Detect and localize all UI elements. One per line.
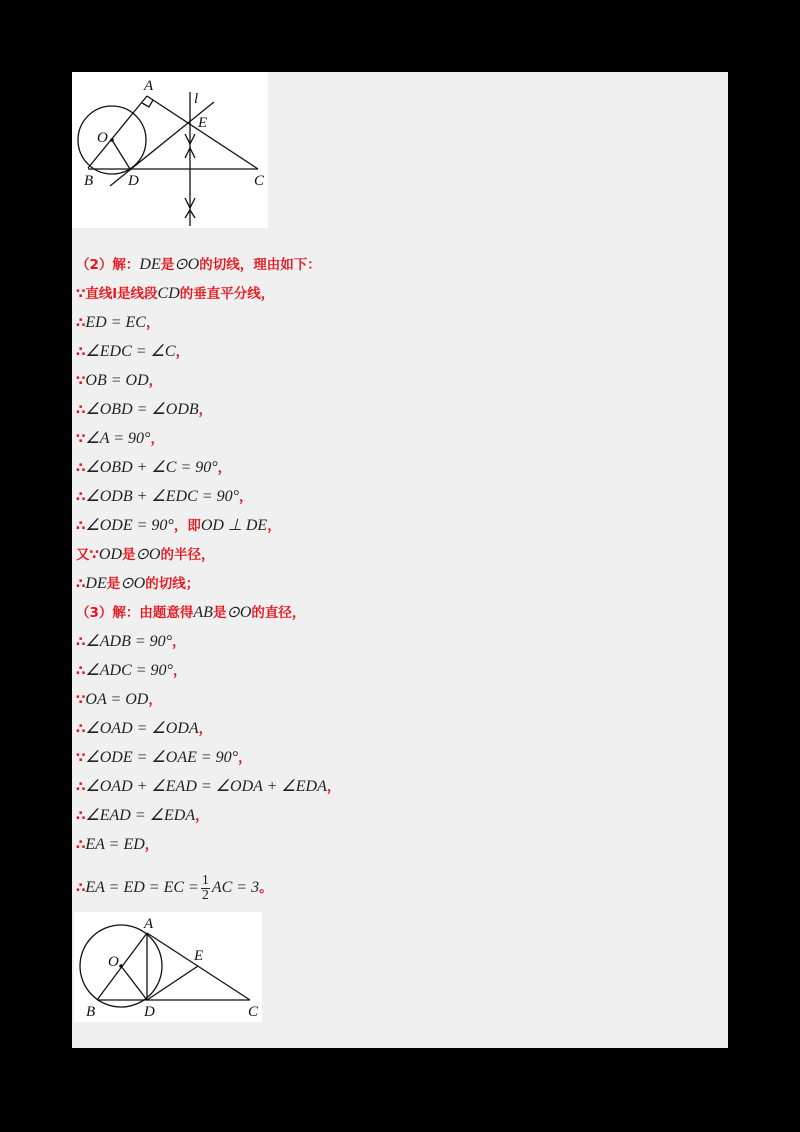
label-e: E [194,948,204,964]
red-text: ∵直线 [76,286,113,302]
red-text: 是 [122,547,136,563]
red-text: ， [150,431,164,447]
solution-line [76,458,231,478]
solution-line [76,255,321,275]
red-text: 的直径， [251,605,306,621]
math-expression: ⊙O [135,546,161,563]
solution-line [76,603,305,623]
document-page [72,72,728,1048]
red-text: ∵ [76,373,86,389]
red-text: ， [238,750,252,766]
label-a: A [144,916,154,932]
math-expression: ∠EDC = ∠C [85,343,176,360]
red-text: ， [198,721,213,737]
math-expression: ⊙O [174,256,200,273]
math-expression: ∠OBD + ∠C = 90° [85,459,218,476]
red-text: ∵ [76,431,86,447]
math-expression: DE [85,575,107,592]
solution-line [76,574,199,594]
red-text: ∴ [76,634,86,650]
solution-line [76,400,212,420]
label-e: E [198,115,208,131]
red-text: ∴ [76,489,86,505]
therefore-symbol: ∴ [76,880,86,896]
label-d: D [128,173,139,189]
red-text: ， [198,402,213,418]
red-text: ， [172,663,187,679]
red-text: 是 [212,605,227,621]
red-text: l [112,286,118,302]
solution-line [76,835,158,855]
label-a: A [144,78,154,94]
red-text: ， [175,344,190,360]
math-expression: OA = OD [85,691,149,708]
fraction-one-half: $\frac{1}{2}$ [201,873,209,904]
label-b: B [86,1004,96,1020]
solution-line [76,719,212,739]
solution-line [76,632,186,652]
red-text: ∴ [76,779,86,795]
red-text: 的切线； [145,576,200,592]
red-text: （3）解：由题意得 [76,605,194,621]
solution-line [76,777,340,797]
red-text: 的半径， [160,547,215,563]
solution-line [76,284,274,304]
solution-line [76,516,281,536]
red-text: 是线段 [117,286,158,302]
red-text: 是 [160,257,175,273]
solution-line [76,371,162,391]
red-text: ∴ [76,518,86,534]
red-text: ， [148,373,163,389]
red-text: ∴ [76,721,86,737]
figure-1-drawing [72,72,268,228]
math-expression: OD ⊥ DE [200,517,268,534]
math-expression: OB = OD [85,372,149,389]
math-expression: ∠ODB + ∠EDC = 90° [85,488,239,505]
red-text: ∴ [76,837,86,853]
red-text: ∴ [76,576,86,592]
math-expression: AB [193,604,213,621]
red-text: 的切线，理由如下： [199,257,321,273]
red-text: ， [144,837,159,853]
geometry-figure-1 [72,72,268,228]
solution-line [76,313,159,333]
solution-line [76,429,164,449]
solution-line [76,806,209,826]
red-text: ∴ [76,663,86,679]
red-text: ， [145,315,160,331]
solution-line-final: ∴EA = ED = EC = $\frac{1}{2}$ AC = 3。 [76,873,273,904]
label-l: l [194,91,199,107]
red-text: ，即 [173,518,201,534]
math-expression: ∠OAD = ∠ODA [85,720,199,737]
math-expression: OD [98,546,123,563]
math-expression: ⊙O [120,575,146,592]
label-c: C [248,1004,259,1020]
math-expression: ∠ADB = 90° [85,633,173,650]
label-d: D [144,1004,155,1020]
red-text: ∵ [76,692,86,708]
red-text: ∴ [76,808,86,824]
red-text: ， [238,489,253,505]
red-text: ， [217,460,232,476]
math-expression: DE [139,256,161,273]
math-expression: ∠OBD = ∠ODB [85,401,199,418]
math-expression: ∠ADC = 90° [85,662,173,679]
red-text: ∴ [76,344,86,360]
red-text: ∵ [76,750,86,766]
solution-line [76,661,186,681]
red-text: 是 [106,576,121,592]
solution-line [76,342,189,362]
geometry-figure-2 [74,912,262,1022]
label-o: O [108,954,119,970]
math-expression: ED = EC [85,314,146,331]
math-expression: ∠ODE = ∠OAE = 90° [85,749,239,766]
solution-line [76,545,214,565]
label-c: C [254,173,265,189]
red-text: ∴ [76,460,86,476]
math-expression: CD [157,285,180,302]
red-text: ， [172,634,186,650]
solution-line [76,487,252,507]
math-expression: ∠A = 90° [85,430,151,447]
red-text: ， [195,808,209,824]
solution-line [76,748,252,768]
red-text: 的垂直平分线， [179,286,275,302]
math-expression: ∠EAD = ∠EDA [85,807,196,824]
label-o: O [97,130,108,146]
red-text: ， [148,692,162,708]
red-text: ∴ [76,315,86,331]
math-expression: ⊙O [226,604,252,621]
math-expression: ∠ODE = 90° [85,517,174,534]
solution-line [76,690,162,710]
red-text: ， [267,518,281,534]
label-b: B [84,173,94,189]
red-text: ， [326,779,341,795]
math-expression: EA = ED [85,836,145,853]
math-expression: ∠OAD + ∠EAD = ∠ODA + ∠EDA [85,778,327,795]
figure-2-drawing [74,912,262,1022]
red-text: （2）解： [76,257,140,273]
red-text: 又∵ [76,547,99,563]
red-text: ∴ [76,402,86,418]
